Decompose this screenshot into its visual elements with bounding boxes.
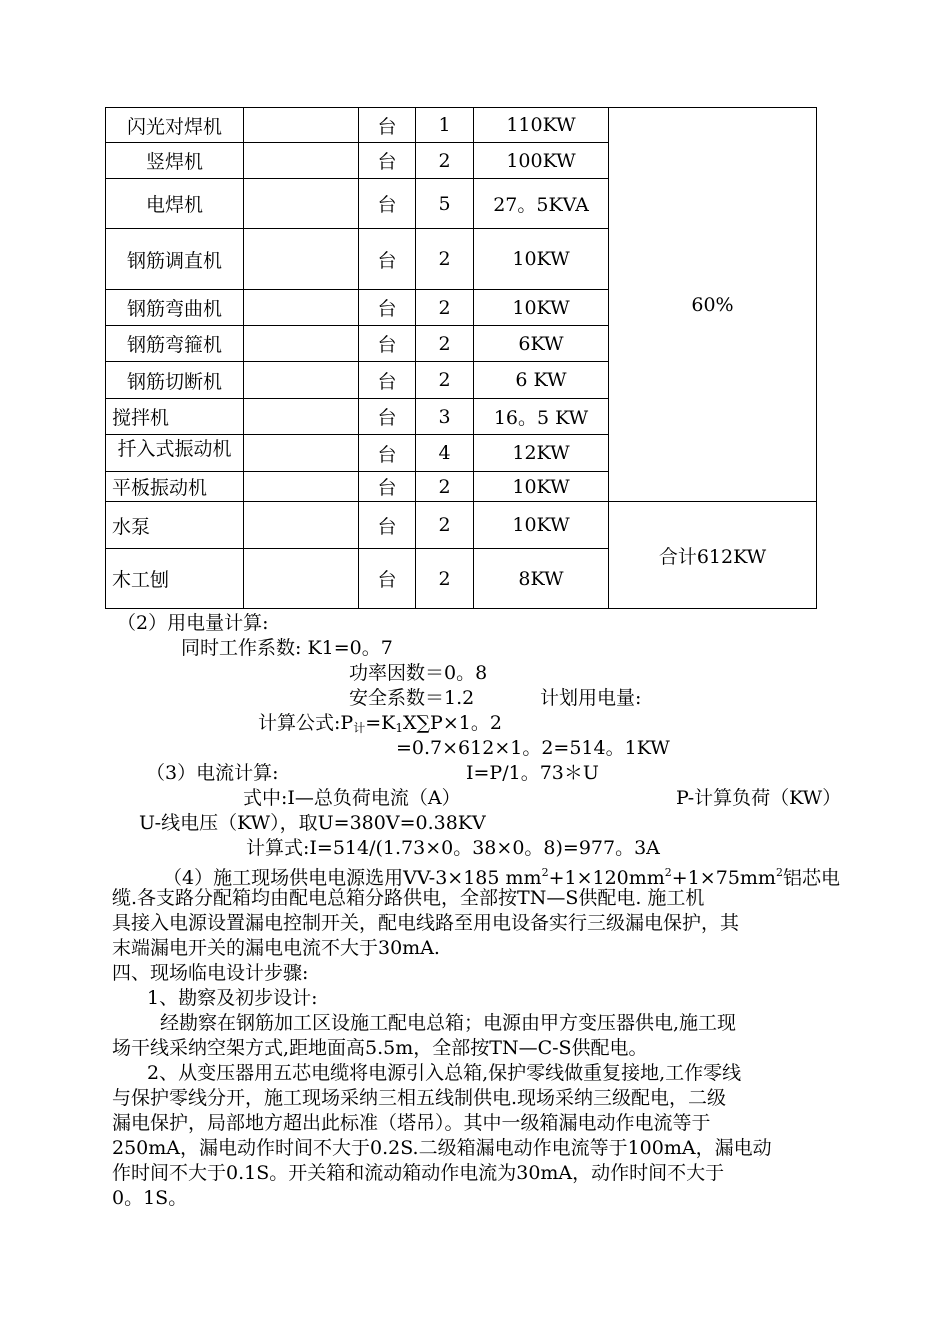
superscript: 2: [541, 866, 549, 879]
formula-sub: 计: [353, 721, 366, 735]
qty-cell: 2: [416, 362, 474, 399]
qty-cell: 2: [416, 290, 474, 326]
paragraph-line: 具接入电源设置漏电控制开关，配电线路至用电设备实行三级漏电保护，其: [112, 912, 740, 934]
superscript: 2: [664, 866, 672, 879]
equipment-name: 木工刨: [106, 549, 244, 609]
unit-cell: 台: [359, 143, 416, 179]
qty-cell: 2: [416, 326, 474, 362]
text-line: 同时工作系数: K1=0。7: [181, 637, 393, 659]
qty-cell: 1: [416, 108, 474, 143]
coefficient-cell: 60%: [609, 108, 817, 502]
text-line: 安全系数＝1.2: [349, 687, 475, 709]
qty-cell: 2: [416, 502, 474, 549]
qty-cell: 2: [416, 472, 474, 502]
equipment-name: 搅拌机: [106, 399, 244, 435]
blank-cell: [244, 143, 359, 179]
blank-cell: [244, 549, 359, 609]
formula-part: 计算公式:P: [258, 712, 354, 734]
power-cell: 6 KW: [474, 362, 609, 399]
paragraph-line: 漏电保护，局部地方超出此标准（塔吊）。其中一级箱漏电动作电流等于: [112, 1112, 711, 1134]
text-line: U-线电压（KW），取U=380V=0.38KV: [139, 812, 486, 834]
text-line: 功率因数＝0。8: [349, 662, 488, 684]
qty-cell: 5: [416, 179, 474, 229]
section-heading-current-calc: （3）电流计算:: [146, 762, 279, 784]
qty-cell: 4: [416, 435, 474, 472]
blank-cell: [244, 502, 359, 549]
equipment-name: 竖焊机: [106, 143, 244, 179]
paragraph-line: 250mA，漏电动作时间不大于0.2S.二级箱漏电动作电流等于100mA，漏电动: [112, 1137, 772, 1159]
power-cell: 110KW: [474, 108, 609, 143]
power-cell: 8KW: [474, 549, 609, 609]
equipment-name: 钢筋调直机: [106, 229, 244, 290]
power-cell: 100KW: [474, 143, 609, 179]
text-line: =0.7×612×1。2=514。1KW: [396, 737, 670, 759]
power-cell: 16。5 KW: [474, 399, 609, 435]
blank-cell: [244, 229, 359, 290]
subsection-heading: 1、勘察及初步设计:: [147, 987, 318, 1009]
unit-cell: 台: [359, 326, 416, 362]
paragraph-line: 作时间不大于0.1S。开关箱和流动箱动作电流为30mA，动作时间不大于: [112, 1162, 725, 1184]
power-cell: 27。5KVA: [474, 179, 609, 229]
qty-cell: 2: [416, 229, 474, 290]
blank-cell: [244, 362, 359, 399]
equipment-name: 平板振动机: [106, 472, 244, 502]
unit-cell: 台: [359, 472, 416, 502]
unit-cell: 台: [359, 549, 416, 609]
unit-cell: 台: [359, 179, 416, 229]
blank-cell: [244, 326, 359, 362]
unit-cell: 台: [359, 290, 416, 326]
blank-cell: [244, 108, 359, 143]
paragraph-line: 0。1S。: [112, 1187, 188, 1209]
qty-cell: 3: [416, 399, 474, 435]
superscript: 2: [775, 866, 783, 879]
text-part: （4）施工现场供电电源选用VV-3×185 mm: [163, 867, 542, 889]
equipment-name: 闪光对焊机: [106, 108, 244, 143]
power-cell: 12KW: [474, 435, 609, 472]
section-heading-power-calc: （2）用电量计算:: [117, 612, 269, 634]
unit-cell: 台: [359, 229, 416, 290]
equipment-name-cell: [106, 435, 244, 472]
paragraph-line: 2、从变压器用五芯电缆将电源引入总箱,保护零线做重复接地,工作零线: [147, 1062, 742, 1084]
paragraph-line: 缆.各支路分配箱均由配电总箱分路供电，全部按TN—S供配电. 施工机: [112, 887, 705, 909]
formula-sub: 1: [395, 721, 403, 735]
formula-part: X∑P×1。2: [402, 712, 502, 734]
equipment-name: 扦入式振动机: [117, 438, 232, 460]
table-row: [106, 502, 817, 549]
text-line: 计划用电量:: [540, 687, 642, 709]
paragraph-line: 与保护零线分开，施工现场采纳三相五线制供电.现场采纳三级配电，二级: [112, 1087, 727, 1109]
equipment-name: 钢筋弯箍机: [106, 326, 244, 362]
text-line: P-计算负荷（KW）: [676, 787, 842, 809]
power-cell: 10KW: [474, 229, 609, 290]
text-line: 计算式:I=514/(1.73×0。38×0。8)=977。3A: [246, 837, 660, 859]
text-part: +1×120mm: [548, 867, 665, 889]
power-cell: 10KW: [474, 472, 609, 502]
blank-cell: [244, 179, 359, 229]
unit-cell: 台: [359, 108, 416, 143]
equipment-name: 钢筋切断机: [106, 362, 244, 399]
power-cell: 10KW: [474, 290, 609, 326]
blank-cell: [244, 290, 359, 326]
text-part: +1×75mm: [671, 867, 776, 889]
blank-cell: [244, 472, 359, 502]
power-cell: 10KW: [474, 502, 609, 549]
unit-cell: 台: [359, 399, 416, 435]
text-line: 式中:I—总负荷电流（A）: [243, 787, 461, 809]
equipment-name: 水泵: [106, 502, 244, 549]
total-cell: 合计612KW: [609, 502, 817, 609]
paragraph-line: 末端漏电开关的漏电电流不大于30mA.: [112, 937, 440, 959]
qty-cell: 2: [416, 549, 474, 609]
unit-cell: 台: [359, 435, 416, 472]
paragraph-line: 场干线采纳空架方式,距地面高5.5m，全部按TN—C-S供配电。: [112, 1037, 648, 1059]
equipment-table: [105, 107, 817, 609]
equipment-name: 钢筋弯曲机: [106, 290, 244, 326]
unit-cell: 台: [359, 502, 416, 549]
qty-cell: 2: [416, 143, 474, 179]
formula-part: =K: [365, 712, 396, 734]
blank-cell: [244, 399, 359, 435]
equipment-name: 电焊机: [106, 179, 244, 229]
table-row: [106, 108, 817, 143]
paragraph-line: 经勘察在钢筋加工区设施工配电总箱；电源由甲方变压器供电,施工现: [160, 1012, 737, 1034]
power-cell: 6KW: [474, 326, 609, 362]
section-heading: 四、现场临电设计步骤:: [112, 962, 309, 984]
blank-cell: [244, 435, 359, 472]
text-part: 铝芯电: [782, 867, 840, 889]
text-line: I=P/1。73＊U: [466, 762, 599, 784]
unit-cell: 台: [359, 362, 416, 399]
